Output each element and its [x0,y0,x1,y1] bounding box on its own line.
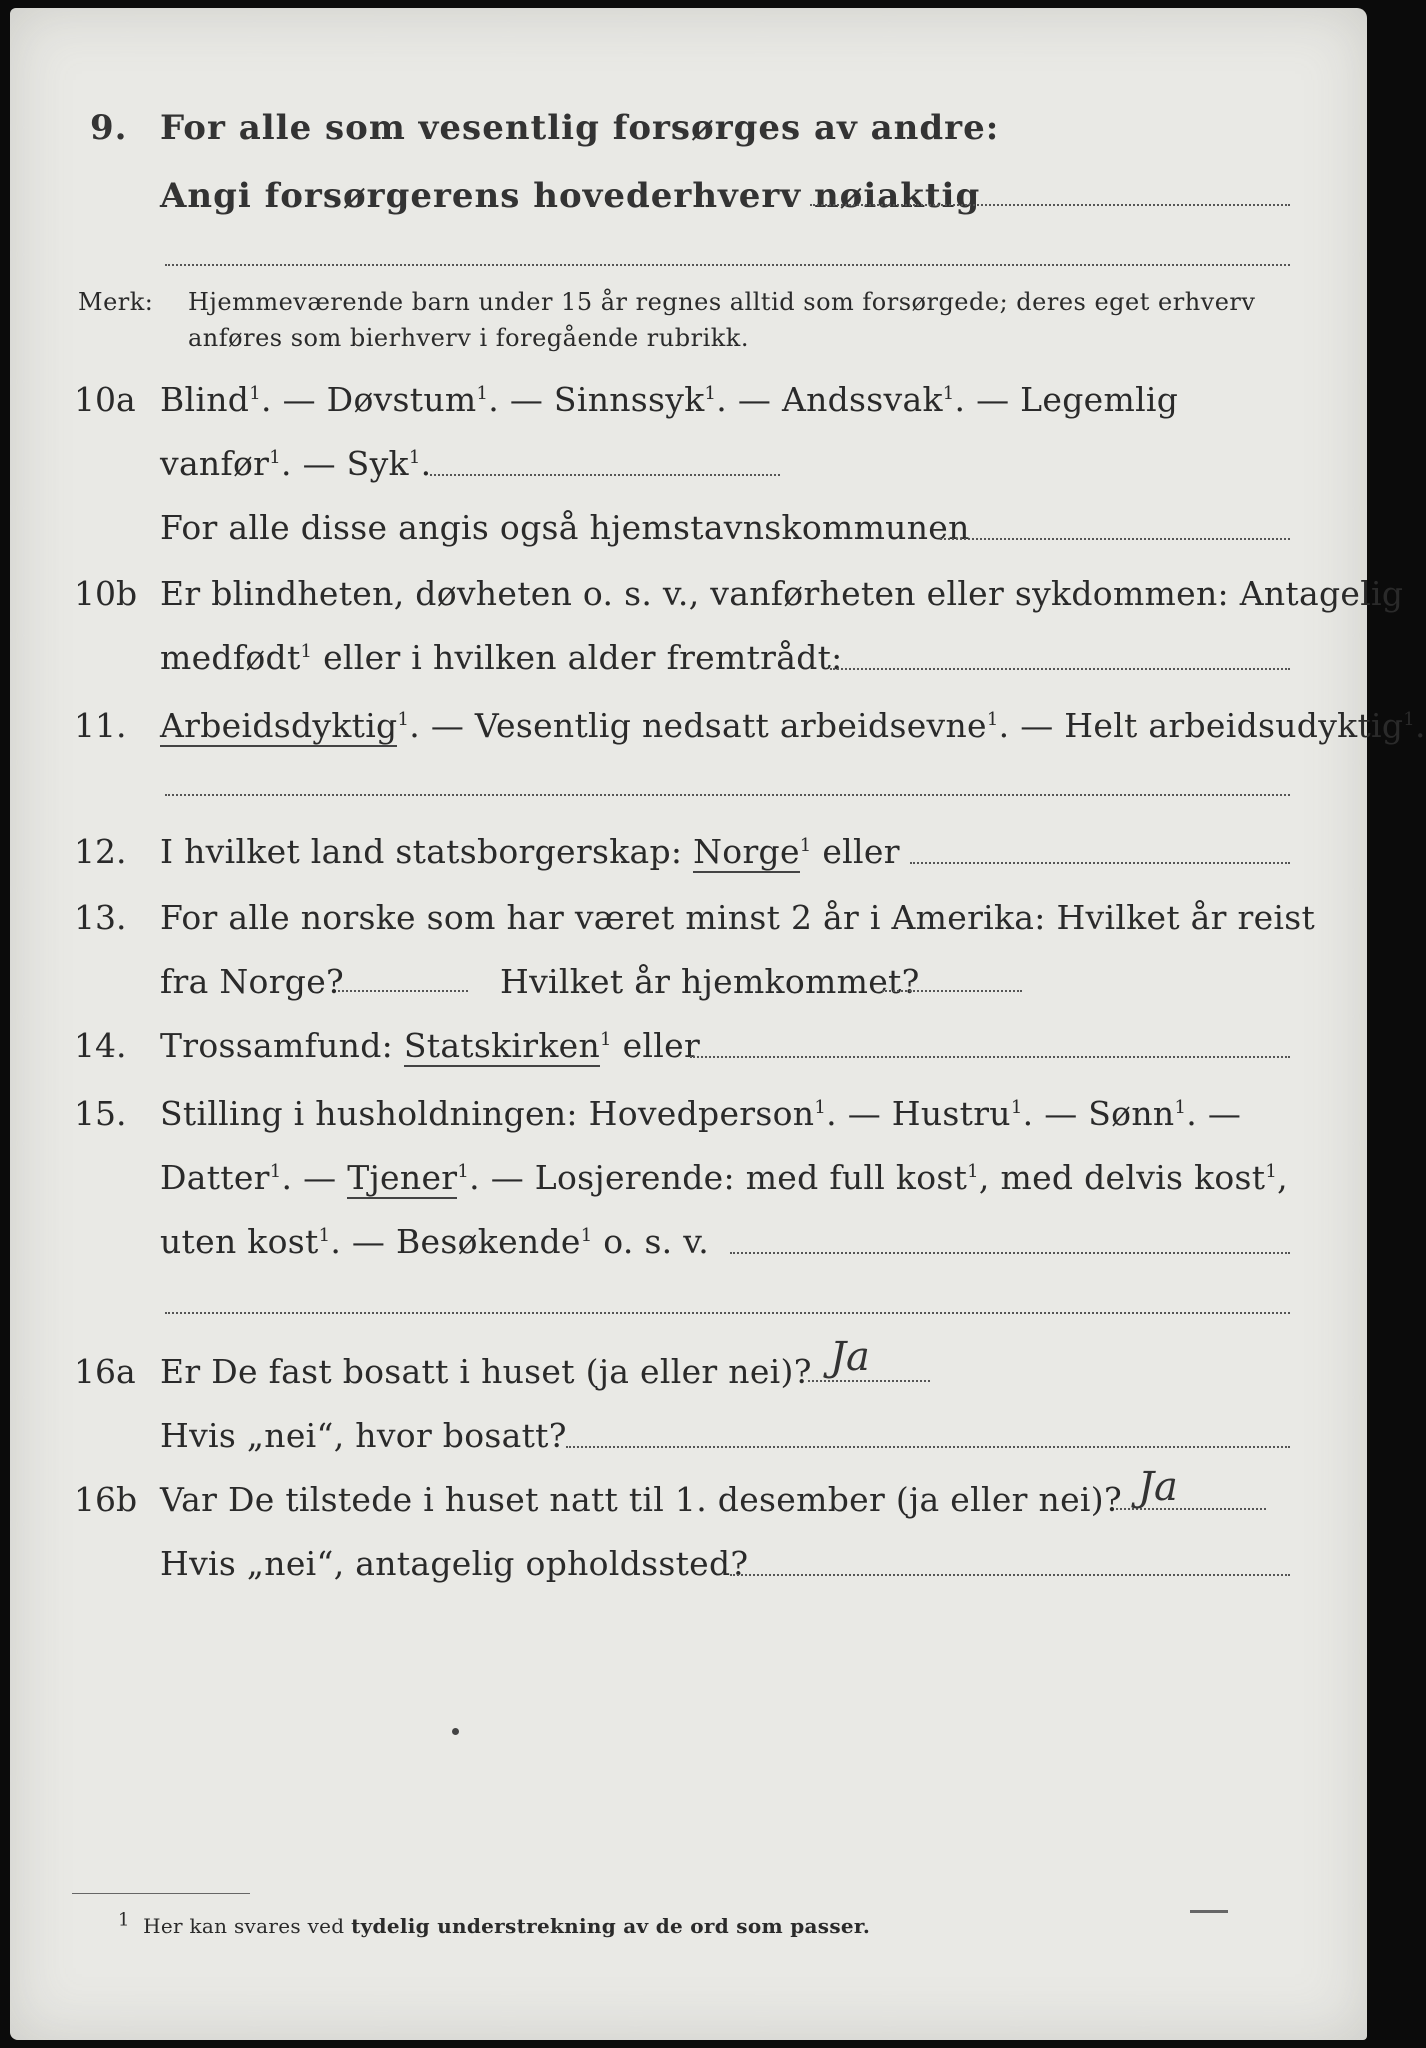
q16a-question: Er De fast bosatt i huset (ja eller nei)? [160,1352,812,1391]
q9-question: Angi forsørgerens hovederhverv nøiaktig [160,176,981,216]
q13-reist-line [338,990,468,992]
footnote-ref: 1 [269,1161,282,1182]
option-vanfor: vanfør [160,444,270,483]
q16b-followup: Hvis „nei“, antagelig opholdssted? [160,1544,749,1583]
footnote-ref: 1 [1174,1097,1187,1118]
option-andssvak: . — Andssvak [716,380,943,419]
q14-line [160,1026,700,1065]
q9-answer-line [810,204,1290,206]
q12-question: I hvilket land statsborgerskap: [160,832,683,871]
q13-line-1: For alle norske som har været minst 2 år i Amerika: Hvilket år reist [160,898,1316,937]
option-osv: o. s. v. [592,1222,710,1261]
q16b-followup-line [730,1574,1290,1576]
q12-number: 12. [74,832,127,871]
q14-answer-line [690,1056,1290,1058]
q13-hjemkommet-label: Hvilket år hjemkommet? [500,962,920,1001]
q16a-followup: Hvis „nei“, hvor bosatt? [160,1416,567,1455]
option-syk: . — Syk [281,444,409,483]
option-eller: eller [811,832,900,871]
q13-number: 13. [74,898,127,937]
option-hustru: . — Hustru [826,1094,1011,1133]
option-delvis-kost: , med delvis kost [978,1158,1266,1197]
q16b-question: Var De tilstede i huset natt til 1. desember (ja eller nei)? [160,1480,1122,1519]
q10a-line-1 [160,380,1178,419]
q10a-line-3: For alle disse angis også hjemstavnskommunen [160,508,970,547]
option-full-kost: . — Losjerende: med full kost [469,1158,968,1197]
ink-spot [452,1728,459,1735]
footnote-ref: 1 [942,383,955,404]
q11-answer-line [165,794,1290,796]
option-besokende: . — Besøkende [330,1222,581,1261]
q16a-followup-line [566,1446,1290,1448]
footnote-ref: 1 [580,1225,593,1246]
q13-reist-label: fra Norge? [160,962,345,1001]
footnote-ref: 1 [814,1097,827,1118]
footnote-ref: 1 [704,383,717,404]
q10a-answer-line [430,474,780,476]
q16b-handwritten-answer: Ja [1138,1464,1178,1510]
footnote [118,1909,871,1938]
footnote-ref: 1 [476,383,489,404]
option-legemlig: . — Legemlig [954,380,1179,419]
footnote-ref: 1 [397,709,410,730]
footnote-ref: 1 [300,641,313,662]
q10a-number: 10a [74,380,136,419]
option-datter: Datter [160,1158,270,1197]
q10a-hjemstavn-line [940,538,1290,540]
census-form-page [10,8,1426,2040]
q11-number: 11. [74,706,127,745]
q12-answer-line [910,862,1290,864]
merk-line-1: Hjemmeværende barn under 15 år regnes alltid som forsørgede; deres eget erhverv [188,288,1256,316]
option-eller: eller [611,1026,701,1065]
q11-line [160,706,1426,745]
dash: . — [281,1158,337,1197]
q14-number: 14. [74,1026,127,1065]
footnote-rule [72,1893,250,1894]
option-uten-kost: uten kost [160,1222,319,1261]
q9-number: 9. [90,108,128,148]
q10a-line-2 [160,444,431,483]
footnote-ref: 1 [1265,1161,1278,1182]
option-statskirken: Statskirken [403,1026,601,1065]
option-sinnssyk: . — Sinnssyk [488,380,705,419]
footnote-ref: 1 [799,835,812,856]
footnote-text: Her kan svares ved [143,1914,352,1938]
dash: . — [1186,1094,1242,1133]
page-mark-dash [1190,1910,1228,1913]
q15-answer-line [730,1252,1290,1254]
q15-line-2 [160,1158,1288,1197]
q16b-number: 16b [74,1480,138,1519]
option-udyktig: . — Helt arbeidsudyktig [998,706,1404,745]
option-norge: Norge [693,832,800,871]
merk-line-2: anføres som bierhverv i foregående rubrikk. [188,324,749,352]
q10b-line-1: Er blindheten, døvheten o. s. v., vanførheten eller sykdommen: Antagelig [160,574,1404,613]
q15-number: 15. [74,1094,127,1133]
footnote-ref: 1 [1403,709,1416,730]
q14-question: Trossamfund: [160,1026,394,1065]
q16a-number: 16a [74,1352,136,1391]
q9-answer-line-2 [165,264,1290,266]
q10b-question: eller i hvilken alder fremtrådt: [312,638,843,677]
q15-answer-line-2 [165,1312,1290,1314]
option-dovstum: . — Døvstum [261,380,477,419]
option-medfodt: medfødt [160,638,301,677]
comma: , [1277,1158,1288,1197]
q15-line-1 [160,1094,1241,1133]
footnote-text-bold: tydelig understrekning av de ord som passer. [351,1914,871,1938]
q9-heading: For alle som vesentlig forsørges av andre: [160,108,1000,148]
footnote-ref: 1 [318,1225,331,1246]
merk-label: Merk: [78,288,154,316]
option-tjener: Tjener [347,1158,458,1197]
footnote-ref: 1 [1010,1097,1023,1118]
option-arbeidsdyktig: Arbeidsdyktig [160,706,398,745]
footnote-ref: 1 [986,709,999,730]
q16a-answer-line [808,1380,930,1382]
q13-hjemkommet-line [882,990,1022,992]
footnote-mark: 1 [118,1909,130,1931]
option-hovedperson: Stilling i husholdningen: Hovedperson [160,1094,815,1133]
q12-line [160,832,900,871]
option-blind: Blind [160,380,250,419]
footnote-ref: 1 [457,1161,470,1182]
footnote-ref: 1 [600,1029,612,1050]
q10b-number: 10b [74,574,138,613]
footnote-ref: 1 [269,447,281,468]
q10b-line-2 [160,638,843,677]
footnote-ref: 1 [408,447,421,468]
period: . [420,444,432,483]
option-nedsatt: . — Vesentlig nedsatt arbeidsevne [409,706,987,745]
q10b-answer-line [830,668,1290,670]
option-sonn: . — Sønn [1022,1094,1175,1133]
period: . [1415,706,1426,745]
q16a-handwritten-answer: Ja [830,1334,870,1380]
q15-line-3 [160,1222,709,1261]
footnote-ref: 1 [967,1161,979,1182]
footnote-ref: 1 [249,383,262,404]
